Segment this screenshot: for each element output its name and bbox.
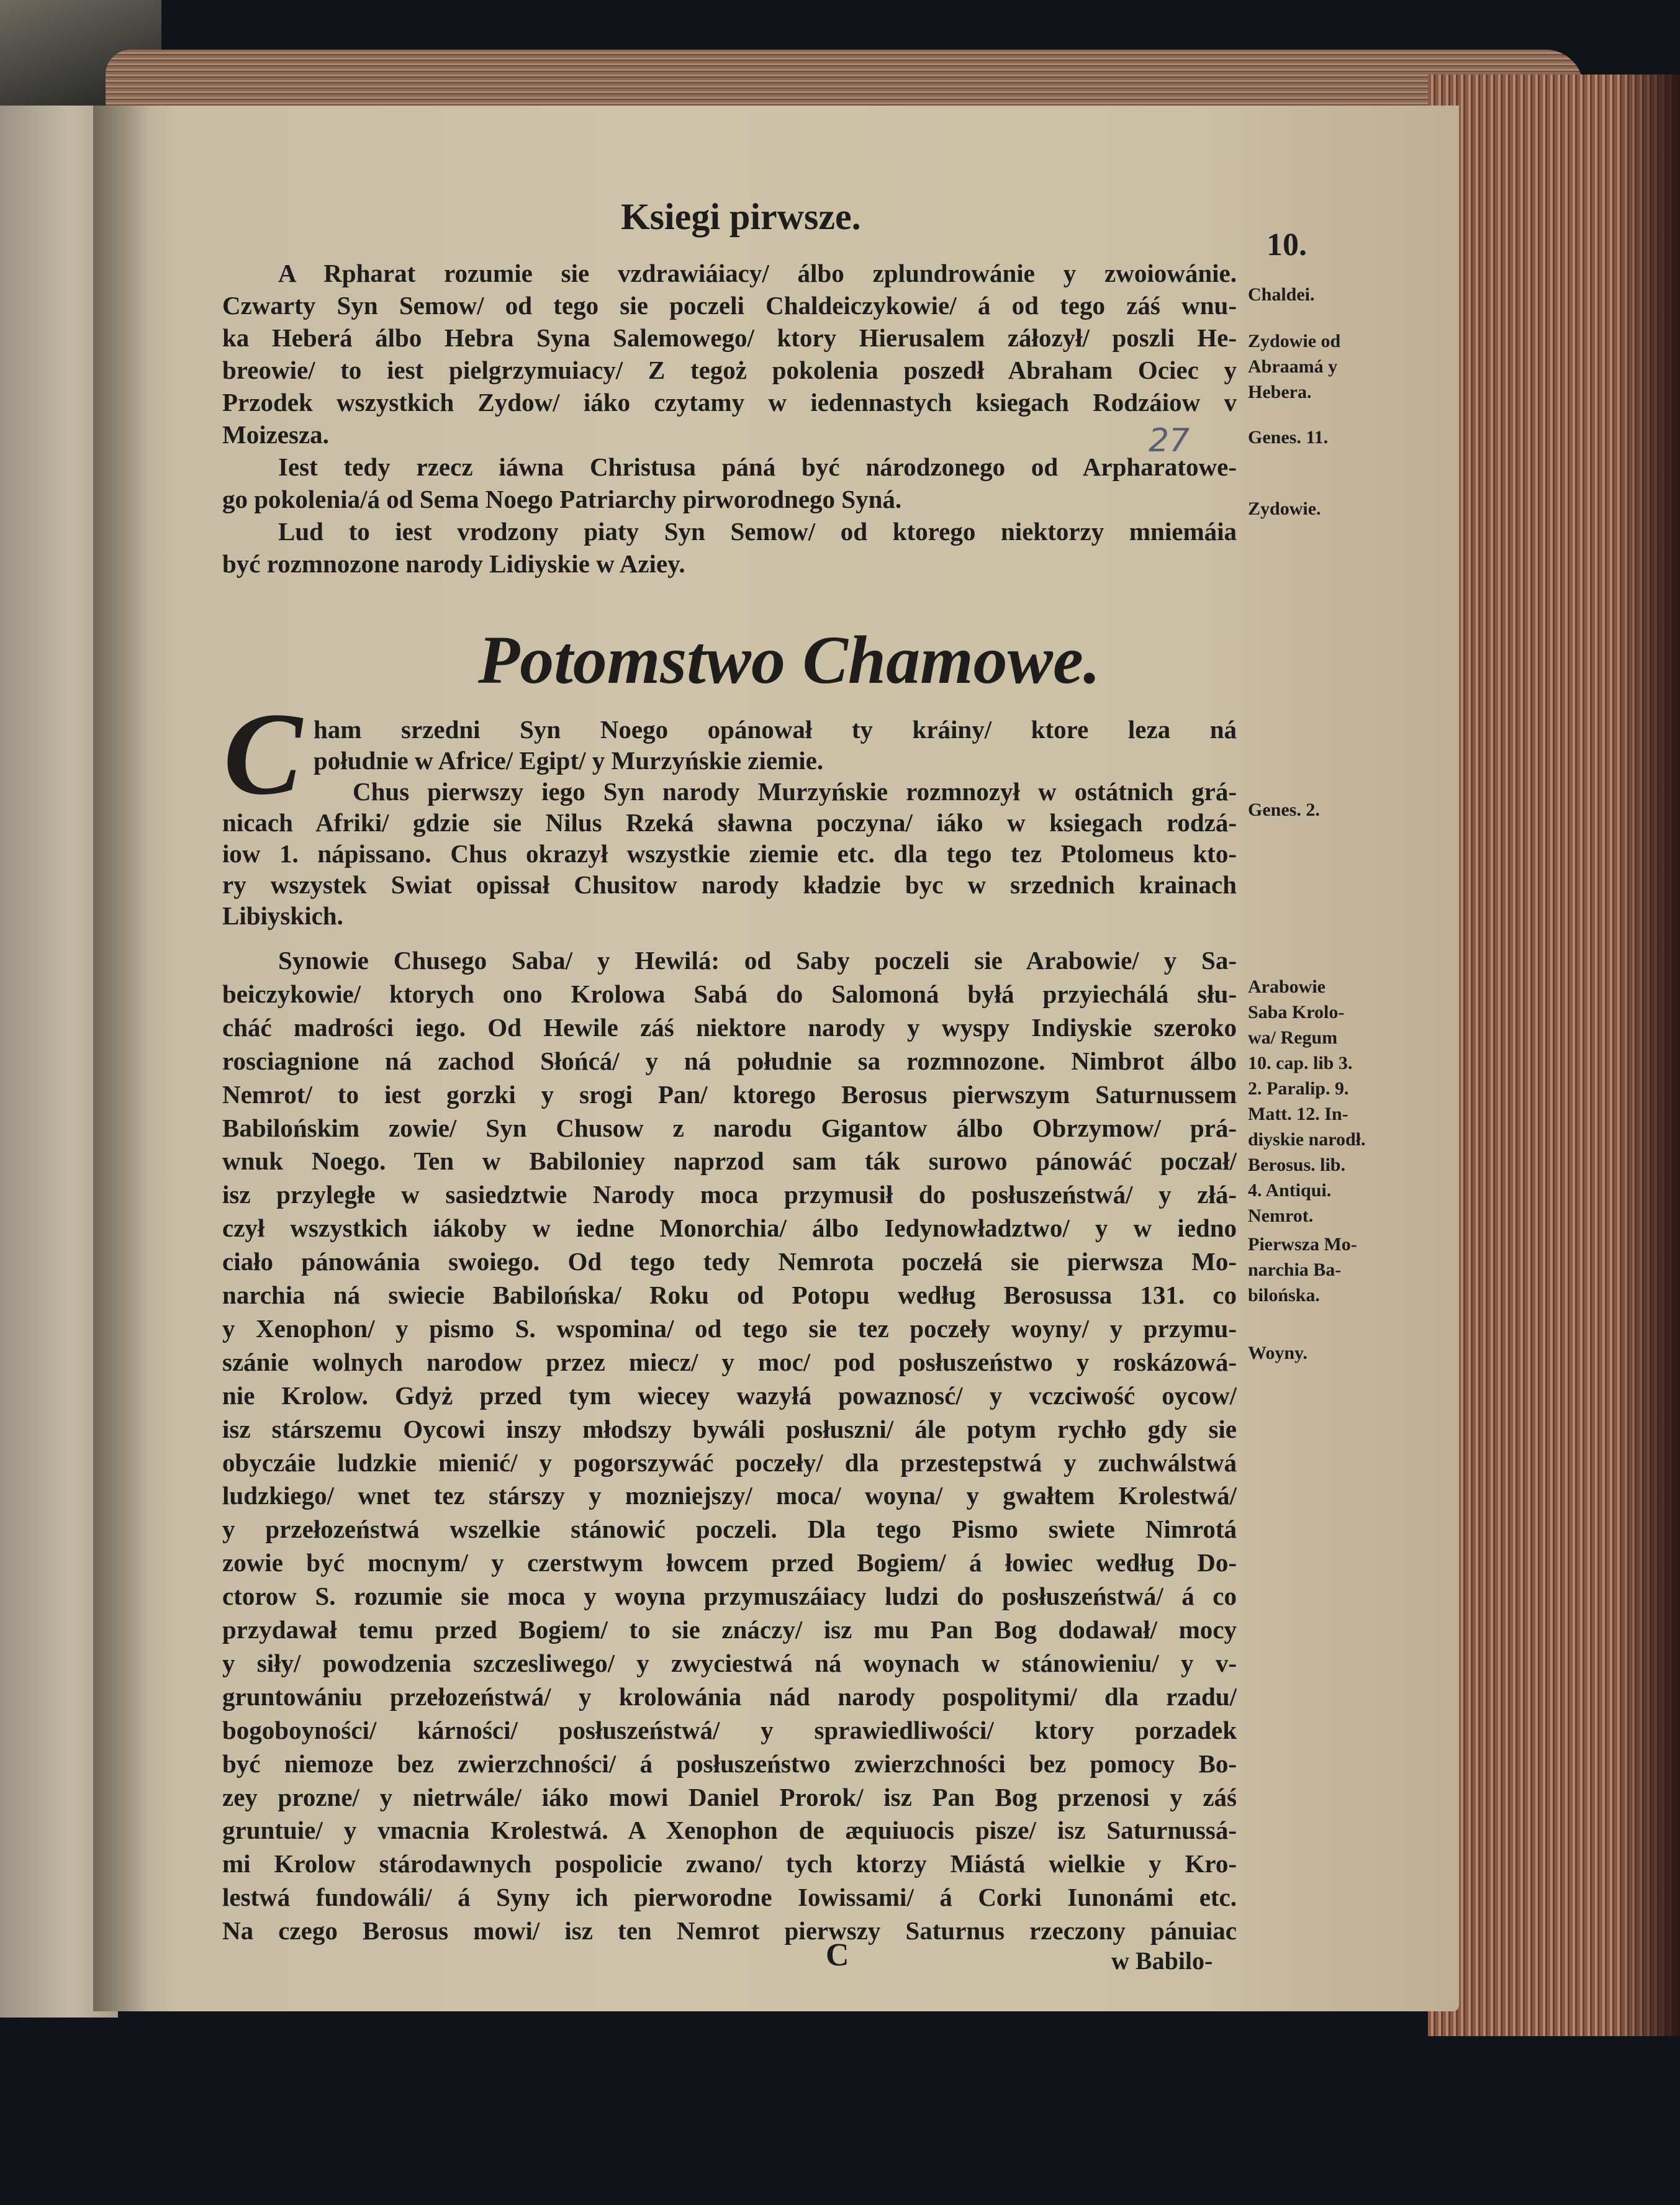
text-line: Na czego Berosus mowi/ isz ten Nemrot pierwszy Saturnus rzeczony pánuiac: [222, 1916, 1237, 1946]
handwritten-mark: 27: [1149, 422, 1190, 459]
text-line: Iest tedy rzecz iáwna Christusa páná być národzonego od Arpharatowe-: [278, 453, 1237, 481]
margin-note: 2. Paralip. 9.: [1248, 1078, 1349, 1099]
margin-note: Chaldei.: [1248, 284, 1315, 305]
text-line: Czwarty Syn Semow/ od tego sie poczeli Chaldeiczykowie/ á od tego záś wnu-: [222, 291, 1237, 320]
text-line: nie Krolow. Gdyż przed tym wiecey wazyłá powaznosć/ y vczciwość oycow/: [222, 1381, 1237, 1410]
margin-note: Arabowie: [1248, 976, 1325, 997]
text-line: y siły/ powodzenia szczesliwego/ y zwyciestwá ná woynach w stánowieniu/ y v-: [222, 1648, 1237, 1677]
text-line: Chus pierwszy iego Syn narody Murzyńskie rozmnozył w ostátnich grá-: [353, 777, 1237, 806]
text-line: lestwá fundowáli/ á Syny ich pierworodne Iowissami/ á Corki Iunonámi etc.: [222, 1883, 1237, 1912]
margin-note: Matt. 12. In-: [1248, 1104, 1348, 1124]
margin-note: Abraamá y: [1248, 356, 1338, 377]
text-line: zey prozne/ y nietrwále/ iáko mowi Daniel Prorok/ isz Pan Bog przenosi y záś: [222, 1782, 1237, 1811]
text-line: gruntuie/ y vmacnia Krolestwá. A Xenophon de æquiuocis pisze/ isz Saturnussá-: [222, 1816, 1237, 1845]
text-line: ham srzedni Syn Noego opánował ty kráiny/ ktore leza ná: [314, 715, 1237, 744]
text-line: Przodek wszystkich Zydow/ iáko czytamy w iedennastych ksiegach Rodzáiow v: [222, 388, 1237, 417]
margin-note: Hebera.: [1248, 382, 1312, 402]
text-line: nicach Afriki/ gdzie sie Nilus Rzeká sławna poczyna/ iáko w ksiegach rodzá-: [222, 808, 1237, 837]
text-line: go pokolenia/á od Sema Noego Patriarchy pirworodnego Syná.: [222, 485, 902, 513]
margin-note: Zydowie od: [1248, 331, 1341, 351]
margin-note: 10. cap. lib 3.: [1248, 1053, 1353, 1073]
page-number: 10.: [1267, 227, 1307, 263]
text-line: beiczykowie/ ktorych ono Krolowa Sabá do Salomoná byłá przyiechálá słu-: [222, 979, 1237, 1008]
text-line: Synowie Chusego Saba/ y Hewilá: od Saby poczeli sie Arabowie/ y Sa-: [278, 946, 1237, 975]
text-line: narchia ná swiecie Babilońska/ Roku od Potopu według Berosussa 131. co: [222, 1281, 1237, 1309]
margin-note: bilońska.: [1248, 1285, 1320, 1305]
text-line: iow 1. nápissano. Chus okrazył wszystkie ziemie etc. dla tego tez Ptolomeus kto-: [222, 839, 1237, 868]
page-stack-shadow: [1614, 74, 1680, 2036]
text-line: być rozmnozone narody Lidiyskie w Aziey.: [222, 549, 685, 578]
margin-note: Genes. 2.: [1248, 800, 1320, 820]
margin-note: Nemrot.: [1248, 1206, 1314, 1226]
margin-note: diyskie narodł.: [1248, 1129, 1366, 1150]
section-heading: Potomstwo Chamowe.: [478, 622, 1101, 698]
text-line: ciało pánowánia swoiego. Od tego tedy Nemrota poczełá sie pierwsza Mo-: [222, 1247, 1237, 1276]
text-line: ctorow S. rozumie sie moca y woyna przymuszáiacy ludzi do posłuszeństwá/ á co: [222, 1582, 1237, 1611]
margin-note: Saba Krolo-: [1248, 1002, 1345, 1022]
margin-note: Zydowie.: [1248, 498, 1321, 519]
text-line: rosciagnione ná zachod Słońcá/ y ná południe sa rozmnozone. Nimbrot álbo: [222, 1046, 1237, 1075]
text-line: ry wszystek Swiat opissał Chusitow narody kładzie byc w srzednich krainach: [222, 870, 1237, 899]
margin-note: wa/ Regum: [1248, 1027, 1338, 1048]
text-line: wnuk Noego. Ten w Babiloniey naprzod sam ták surowo pánowáć poczał/: [222, 1147, 1237, 1176]
text-line: ka Heberá álbo Hebra Syna Salemowego/ ktory Hierusalem záłozył/ poszli He-: [222, 323, 1237, 352]
text-line: Babilońskim zowie/ Syn Chusow z narodu Gigantow álbo Obrzymow/ prá-: [222, 1113, 1237, 1142]
margin-note: Woyny.: [1248, 1343, 1307, 1363]
text-line: obyczáie ludzkie mienić/ y pogorszywáć poczeły/ dla przestepstwá y zuchwálstwá: [222, 1448, 1237, 1477]
margin-note: Berosus. lib.: [1248, 1155, 1345, 1175]
text-line: bogoboyności/ kárności/ posłuszeństwá/ y sprawiedliwości/ ktory porzadek: [222, 1715, 1237, 1744]
text-line: być niemoze bez zwierzchności/ á posłuszeństwo zwierzchności bez pomocy Bo-: [222, 1749, 1237, 1778]
drop-cap: C: [224, 689, 302, 819]
text-line: breowie/ to iest pielgrzymuiacy/ Z tegoż pokolenia poszedł Abraham Ociec y: [222, 356, 1237, 384]
gutter-shadow: [93, 106, 149, 2011]
text-line: Moizesza.: [222, 420, 329, 449]
text-line: mi Krolow stárodawnych pospolicie zwano/ tych ktorzy Miástá wielkie y Kro-: [222, 1849, 1237, 1878]
text-line: Nemrot/ to iest gorzki y srogi Pan/ ktorego Berosus pierwszym Saturnussem: [222, 1080, 1237, 1109]
running-head: Ksiegi pirwsze.: [621, 196, 861, 237]
text-line: czył wszystkich iákoby w iedne Monorchia/ álbo Iedynowładztwo/ y w iedno: [222, 1214, 1237, 1243]
margin-note: 4. Antiqui.: [1248, 1180, 1332, 1201]
text-line: cháć madrości iego. Od Hewile záś niektore narody y wyspy Indiyskie szeroko: [222, 1012, 1237, 1042]
signature-mark: C: [826, 1937, 849, 1973]
text-line: isz przyległe w sasiedztwie Narody moca przymusił do posłuszeństwá/ y złá-: [222, 1180, 1237, 1209]
text-line: Lud to iest vrodzony piaty Syn Semow/ od ktorego niektorzy mniemáia: [278, 517, 1237, 546]
text-line: y Xenophon/ y pismo S. wspomina/ od tego sie tez poczeły woyny/ y przymu-: [222, 1314, 1237, 1343]
text-line: y przełozeństwá wszelkie stánowić poczeli. Dla tego Pismo swiete Nimrotá: [222, 1515, 1237, 1544]
text-line: gruntowániu przełozeństwá/ y krolowánia nád narody pospolitymi/ dla rzadu/: [222, 1682, 1237, 1711]
text-line: zowie być mocnym/ y czerstwym łowcem przed Bogiem/ á łowiec według Do-: [222, 1548, 1237, 1577]
text-line: ludzkiego/ wnet tez stárszy y mozniejszy/ moca/ woyna/ y gwałtem Krolestwá/: [222, 1481, 1237, 1510]
margin-note: Genes. 11.: [1248, 427, 1329, 448]
text-line: Libiyskich.: [222, 901, 343, 930]
text-line: isz stárszemu Oycowi inszy młodszy bywáli posłuszni/ ále potym rychło gdy sie: [222, 1414, 1237, 1443]
margin-note: narchia Ba-: [1248, 1260, 1342, 1280]
text-line: szánie wolnych narodow przez miecz/ y moc/ pod posłuszeństwo y roskázowá-: [222, 1347, 1237, 1376]
catchword: w Babilo-: [1111, 1947, 1213, 1975]
text-line: A Rpharat rozumie sie vzdrawiáiacy/ álbo zplundrowánie y zwoiowánie.: [278, 259, 1237, 287]
text-line: przydawał temu przed Bogiem/ to sie znáczy/ isz mu Pan Bog dodawał/ mocy: [222, 1615, 1237, 1644]
text-line: południe w Africe/ Egipt/ y Murzyńskie ziemie.: [314, 746, 824, 775]
margin-note: Pierwsza Mo-: [1248, 1234, 1357, 1255]
